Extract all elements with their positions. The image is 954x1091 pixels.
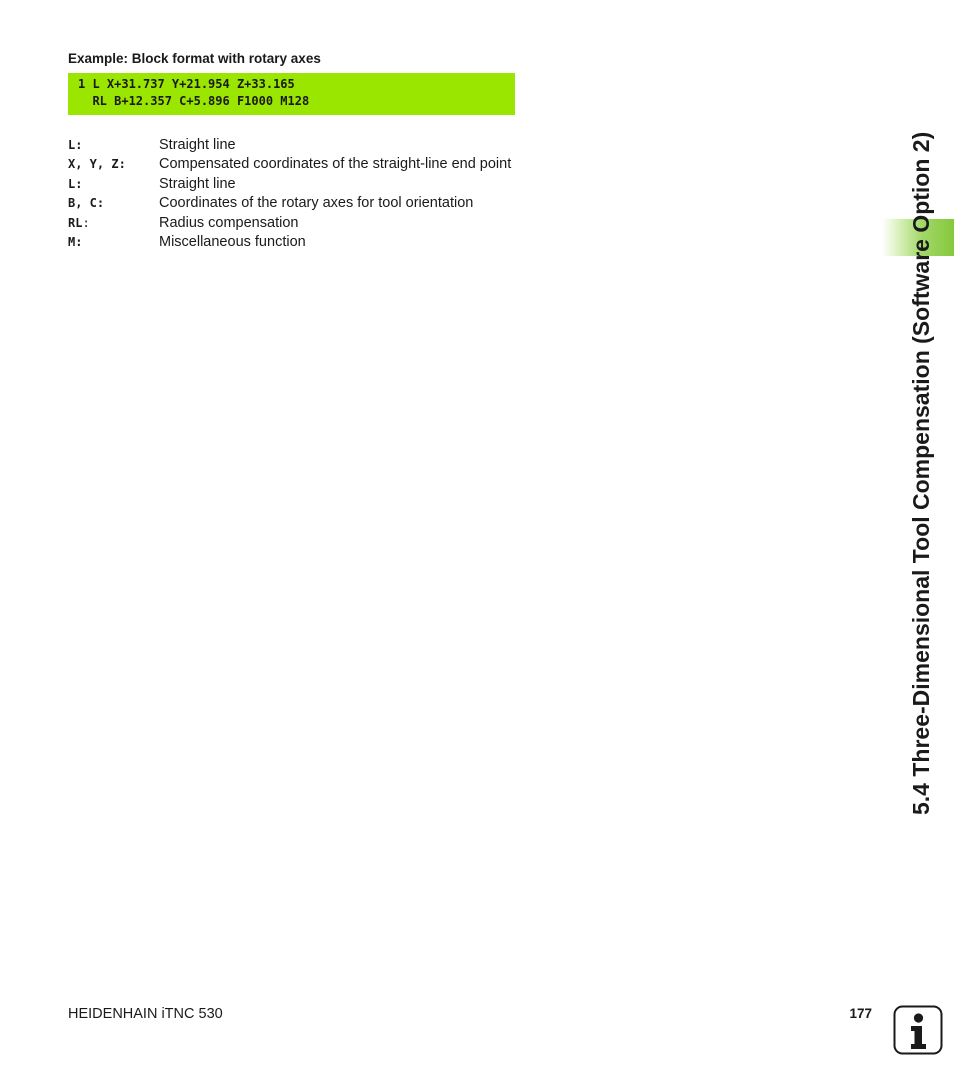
definition-row <box>68 155 528 174</box>
footer-manual-name: HEIDENHAIN iTNC 530 <box>68 1006 223 1022</box>
definition-term <box>68 177 82 192</box>
term-code: RL <box>68 215 83 230</box>
chapter-side-title: 5.4 Three-Dimensional Tool Compensation (Software Option 2) <box>908 131 934 815</box>
definition-row <box>68 233 528 252</box>
definition-term <box>68 138 82 153</box>
definition-term <box>68 157 126 172</box>
definition-list <box>68 136 528 252</box>
term-separator: : <box>75 138 83 152</box>
definition-row <box>68 214 528 233</box>
term-separator: : <box>96 196 105 211</box>
code-block <box>68 73 515 115</box>
definition-term <box>68 216 90 231</box>
term-separator: : <box>82 215 90 230</box>
term-code: X, Y, Z <box>68 157 119 172</box>
term-separator: : <box>118 157 126 172</box>
definition-description: Straight line <box>159 175 236 192</box>
term-separator: : <box>75 176 83 191</box>
info-icon-graphic <box>893 1005 943 1055</box>
term-code: M <box>68 234 76 249</box>
code-line: RL B+12.357 C+5.896 F1000 M128 <box>78 94 310 108</box>
code-line: 1 L X+31.737 Y+21.954 Z+33.165 <box>78 77 295 91</box>
definition-description: Compensated coordinates of the straight-line end point <box>159 156 512 173</box>
definition-description: Straight line <box>159 137 236 153</box>
definition-description: Miscellaneous function <box>159 233 306 250</box>
info-icon <box>893 1005 943 1055</box>
term-code: L <box>68 138 76 152</box>
definition-row <box>68 194 528 213</box>
definition-description: Radius compensation <box>159 214 299 231</box>
definition-row <box>68 136 528 155</box>
example-heading: Example: Block format with rotary axes <box>68 51 321 66</box>
page-number: 177 <box>849 1006 872 1021</box>
definition-description: Coordinates of the rotary axes for tool orientation <box>159 195 474 212</box>
definition-term <box>68 196 104 211</box>
term-code: B, C <box>68 196 97 211</box>
term-code: L <box>68 176 76 191</box>
definition-row <box>68 175 528 194</box>
definition-term <box>68 235 82 250</box>
term-separator: : <box>75 234 83 249</box>
